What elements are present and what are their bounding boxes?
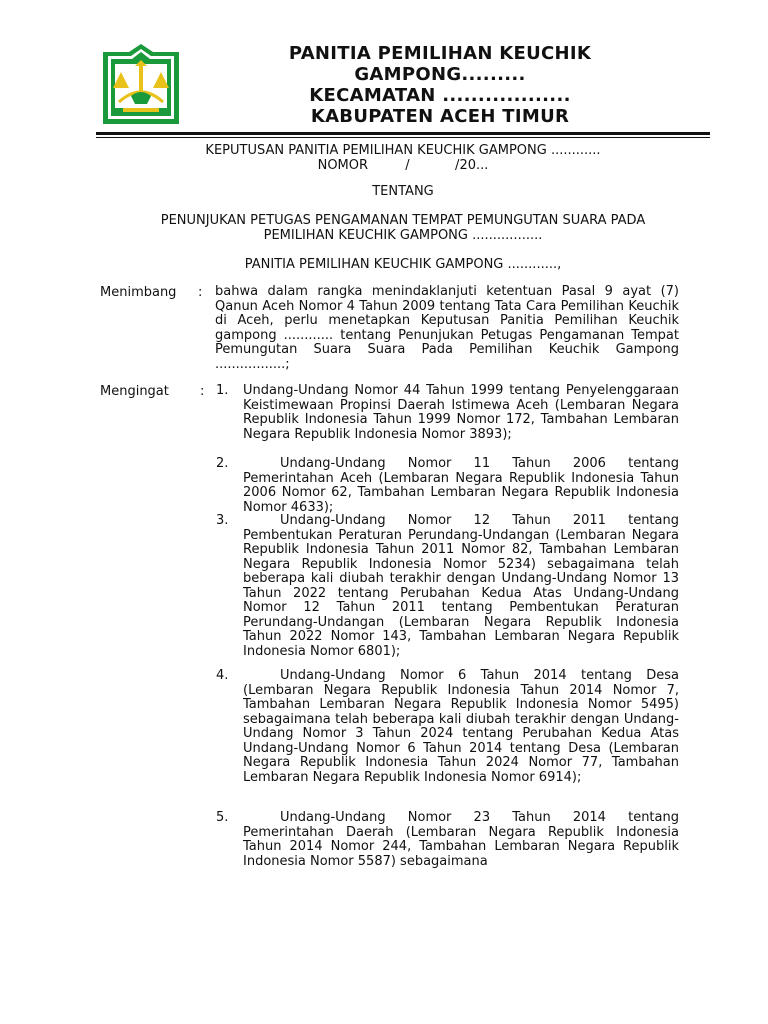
menimbang-colon: : xyxy=(198,285,203,300)
decree-subject xyxy=(96,213,710,243)
list-item-number: 3. xyxy=(216,513,229,528)
list-item-number: 2. xyxy=(216,456,229,471)
list-item: Undang-Undang Nomor 12 Tahun 2011 tentang Pembentukan Peraturan Perundang-Undangan (Lembaran Negara Republik Indonesia Tahun 2011 Nomor 82, Tambahan Lembaran Negara Republik Indonesia Nomor 5234) sebagaimana telah beberapa kali diubah terakhir dengan Undang-Undang Nomor 13 Tahun 2022 tentang Perubahan Kedua Atas Undang-Undang Nomor 12 Tahun 2011 tentang Pembentukan Peraturan Perundang-Undangan (Lembaran Negara Republik Indonesia Tahun 2022 Nomor 143, Tambahan Lembaran Negara Republik Indonesia Nomor 6801); xyxy=(243,513,679,659)
header-line-4: KABUPATEN ACEH TIMUR xyxy=(310,106,570,127)
header-line-2: GAMPONG......... xyxy=(354,64,526,85)
header-line-3: KECAMATAN .................. xyxy=(309,85,571,106)
list-item: Undang-Undang Nomor 11 Tahun 2006 tentang Pemerintahan Aceh (Lembaran Negara Republik Indonesia Tahun 2006 Nomor 62, Tambahan Lembaran Negara Republik Indonesia Nomor 4633); xyxy=(243,456,679,515)
decree-subject-line-1: PENUNJUKAN PETUGAS PENGAMANAN TEMPAT PEMUNGUTAN SUARA PADA xyxy=(160,213,646,228)
decree-title: KEPUTUSAN PANITIA PEMILIHAN KEUCHIK GAMPONG ............ xyxy=(205,143,601,158)
list-item-number: 5. xyxy=(216,810,229,825)
list-item: Undang-Undang Nomor 6 Tahun 2014 tentang Desa (Lembaran Negara Republik Indonesia Tahun 2014 Nomor 7, Tambahan Lembaran Negara Republik Indonesia Nomor 5495) sebagaimana telah beberapa kali diubah terakhir dengan Undang-Undang Nomor 3 Tahun 2024 tentang Perubahan Kedua Atas Undang-Undang Nomor 6 Tahun 2014 tentang Desa (Lembaran Negara Republik Indonesia Tahun 2024 Nomor 77, Tambahan Lembaran Negara Republik Indonesia Nomor 6914); xyxy=(243,668,679,785)
decree-issuer: PANITIA PEMILIHAN KEUCHIK GAMPONG ............, xyxy=(244,257,562,272)
mengingat-colon: : xyxy=(200,384,205,399)
header-titles xyxy=(190,43,690,127)
list-item-number: 1. xyxy=(216,383,229,398)
coat-of-arms-icon xyxy=(101,42,181,126)
menimbang-label: Menimbang xyxy=(100,285,177,300)
decree-number: NOMOR / /20... xyxy=(317,158,489,173)
mengingat-label: Mengingat xyxy=(100,384,169,399)
aceh-logo xyxy=(101,42,181,126)
header-rule-thick xyxy=(96,132,710,135)
list-item-number: 4. xyxy=(216,668,229,683)
about-label: TENTANG xyxy=(372,184,434,199)
header-line-1: PANITIA PEMILIHAN KEUCHIK xyxy=(288,43,592,64)
decree-subject-line-2: PEMILIHAN KEUCHIK GAMPONG ................. xyxy=(263,228,543,243)
decree-title-block xyxy=(96,143,710,173)
header-rule-thin xyxy=(96,137,710,138)
list-item: Undang-Undang Nomor 23 Tahun 2014 tentang Pemerintahan Daerah (Lembaran Negara Republik Indonesia Tahun 2014 Nomor 244, Tambahan Lembaran Negara Republik Indonesia Nomor 5587) sebagaimana xyxy=(243,810,679,869)
menimbang-text: bahwa dalam rangka menindaklanjuti ketentuan Pasal 9 ayat (7) Qanun Aceh Nomor 4 Tahun 2009 tentang Tata Cara Pemilihan Keuchik di Aceh, perlu menetapkan Keputusan Panitia Pemilihan Keuchik gampong ............ tentang Penunjukan Petugas Pengamanan Tempat Pemungutan Suara Suara Pada Pemilihan Keuchik Gampong .................; xyxy=(215,284,679,372)
list-item: Undang-Undang Nomor 44 Tahun 1999 tentang Penyelenggaraan Keistimewaan Propinsi Daerah Istimewa Aceh (Lembaran Negara Republik Indonesia Tahun 1999 Nomor 172, Tambahan Lembaran Negara Republik Indonesia Nomor 3893); xyxy=(243,383,679,442)
